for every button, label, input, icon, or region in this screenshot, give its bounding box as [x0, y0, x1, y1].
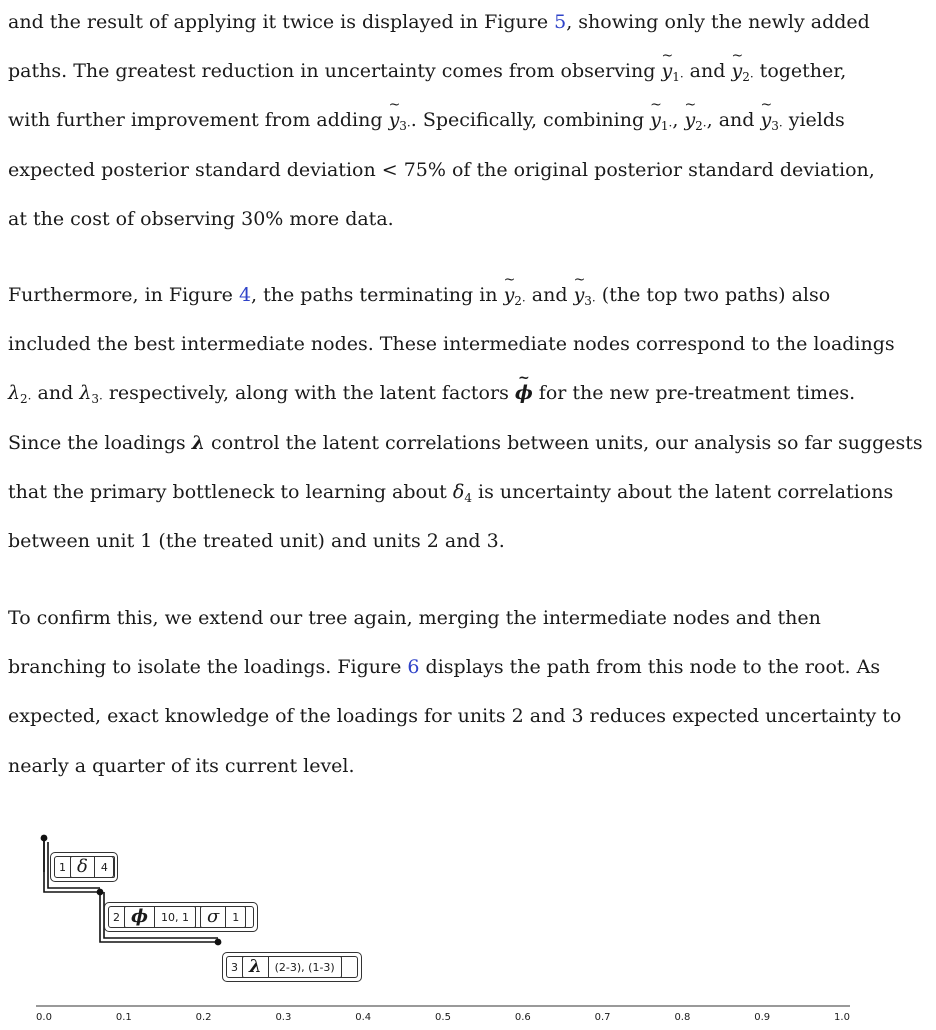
text-line — [8, 480, 893, 504]
math-symbol — [661, 60, 684, 85]
x-axis-tick-label: 1.0 — [834, 1012, 850, 1023]
node-item — [70, 856, 115, 878]
text-line — [8, 529, 505, 553]
math-base: ~ ϕ — [515, 381, 533, 405]
text-run: , showing only the newly added — [566, 11, 870, 33]
text-run: Furthermore, in Figure — [8, 284, 239, 306]
text-run: between unit 1 (the treated unit) and units 2 and 3. — [8, 530, 505, 552]
node-item — [200, 906, 246, 928]
text-run: Since the loadings — [8, 431, 192, 454]
text-run: and — [683, 60, 732, 83]
math-symbol — [760, 109, 783, 134]
text-run: . Specifically, combining — [410, 109, 651, 132]
text-line — [8, 332, 895, 356]
math-base: ~ y — [684, 108, 695, 132]
math-symbol — [192, 432, 205, 454]
x-axis-tick-label: 0.1 — [115, 1012, 132, 1023]
math-base: ~ y — [650, 108, 661, 132]
node-symbol: δ — [71, 857, 95, 877]
math-symbol — [79, 382, 103, 407]
node-symbol: λ — [243, 957, 269, 977]
math-subscript: 3· — [771, 119, 783, 134]
math-symbol — [504, 284, 526, 306]
math-subscript: 2· — [695, 119, 707, 134]
x-axis-tick-label: 0.0 — [36, 1012, 52, 1023]
math-subscript: 3· — [91, 392, 103, 407]
text-line — [8, 655, 880, 679]
math-base: ~ y — [504, 283, 515, 307]
math-symbol — [8, 382, 32, 407]
math-subscript: 1· — [672, 70, 684, 85]
tree-node-2 — [104, 902, 258, 932]
x-axis-tick-label: 0.5 — [435, 1012, 451, 1023]
text-run: expected posterior standard deviation < 75% of the original posterior standard deviation, — [8, 158, 875, 181]
node-value: 1 — [232, 910, 240, 924]
node-symbol: σ — [201, 907, 226, 927]
x-axis-tick-label: 0.8 — [674, 1012, 691, 1023]
figure-tree-path — [0, 830, 936, 1030]
text-line — [8, 754, 355, 778]
text-run: branching to isolate the loadings. Figure — [8, 656, 408, 679]
node-item — [242, 956, 342, 978]
math-symbol — [515, 382, 533, 404]
math-base: δ — [452, 480, 465, 503]
text-run: and — [525, 284, 574, 306]
node-2-dot — [215, 939, 222, 946]
math-base: ~ y — [389, 108, 400, 132]
text-run: that the primary bottleneck to learning about — [8, 480, 453, 503]
math-base: ~ y — [574, 283, 585, 307]
text-run: together, — [753, 60, 847, 83]
text-run: , and — [706, 109, 761, 132]
text-run: included the best intermediate nodes. These intermediate nodes correspond to the loadings — [8, 333, 895, 356]
math-symbol — [388, 109, 411, 134]
text-run: , — [672, 109, 685, 132]
math-symbol — [731, 60, 754, 85]
node-value: 4 — [100, 860, 108, 874]
root-dot — [41, 835, 48, 842]
node-symbol: ϕ — [125, 907, 155, 927]
math-base: λ — [79, 382, 92, 405]
text-run: control the latent correlations between units, our analysis so far suggests — [205, 431, 923, 454]
text-run: with further improvement from adding — [8, 109, 389, 132]
text-run: yields — [782, 109, 845, 132]
x-axis-tick-label: 0.4 — [355, 1012, 372, 1023]
text-line — [8, 606, 821, 630]
math-symbol — [574, 284, 596, 306]
text-run: and the result of applying it twice is displayed in Figure — [8, 11, 555, 33]
figure-reference-link[interactable]: 4 — [238, 284, 252, 306]
text-run: at the cost of observing 30% more data. — [8, 207, 394, 230]
text-line — [8, 108, 845, 132]
text-line — [8, 381, 855, 405]
x-axis-tick-label: 0.7 — [594, 1012, 611, 1023]
x-axis-tick-label: 0.6 — [514, 1012, 531, 1023]
node-1-dot — [97, 889, 104, 896]
text-run: is uncertainty about the latent correlations — [471, 480, 894, 503]
math-symbol — [453, 481, 472, 503]
text-run: respectively, along with the latent factors — [102, 382, 515, 405]
math-subscript: 4 — [464, 490, 472, 505]
text-run: (the top two paths) also — [595, 284, 831, 306]
math-subscript: 2· — [514, 294, 526, 308]
math-symbol — [684, 109, 707, 134]
math-base: ~ y — [731, 59, 742, 83]
x-axis-tick-label: 0.9 — [754, 1012, 771, 1023]
text-run: nearly a quarter of its current level. — [8, 754, 355, 777]
math-subscript: 3· — [399, 119, 411, 134]
text-line — [8, 10, 870, 34]
text-run: To confirm this, we extend our tree again, merging the intermediate nodes and then — [8, 607, 821, 629]
node-index: 1 — [59, 860, 66, 874]
math-subscript: 2· — [20, 392, 32, 407]
math-base: λ — [8, 382, 21, 405]
text-line — [8, 59, 846, 83]
node-index: 3 — [231, 960, 238, 974]
text-run: displays the path from this node to the root. As — [419, 656, 881, 679]
math-base: λ — [191, 431, 206, 454]
text-line — [8, 283, 830, 307]
text-run: expected, exact knowledge of the loadings for units 2 and 3 reduces expected uncertainty to — [8, 705, 902, 728]
math-base: ~ y — [760, 108, 771, 132]
figure-reference-link[interactable]: 5 — [554, 11, 567, 33]
text-run: and — [31, 382, 80, 405]
math-symbol — [650, 109, 673, 134]
figure-reference-link[interactable]: 6 — [407, 656, 420, 679]
x-axis-tick-label: 0.2 — [195, 1012, 212, 1023]
text-run: paths. The greatest reduction in uncertainty comes from observing — [8, 60, 662, 83]
tree-node-1 — [50, 852, 118, 882]
math-subscript: 2· — [742, 70, 754, 85]
math-subscript: 3· — [584, 294, 596, 308]
text-line — [8, 207, 394, 231]
node-item — [124, 906, 196, 928]
text-run: for the new pre-treatment times. — [532, 382, 856, 405]
text-line — [8, 158, 875, 182]
text-run: , the paths terminating in — [251, 284, 504, 306]
text-line — [8, 431, 923, 455]
tree-node-3 — [222, 952, 362, 982]
node-index: 2 — [113, 910, 120, 924]
math-base: ~ y — [661, 59, 672, 83]
node-value: 10, 1 — [160, 910, 189, 924]
math-subscript: 1· — [660, 119, 673, 134]
text-line — [8, 704, 901, 728]
node-value: (2-3), (1-3) — [274, 960, 335, 974]
x-axis-tick-label: 0.3 — [275, 1012, 292, 1023]
